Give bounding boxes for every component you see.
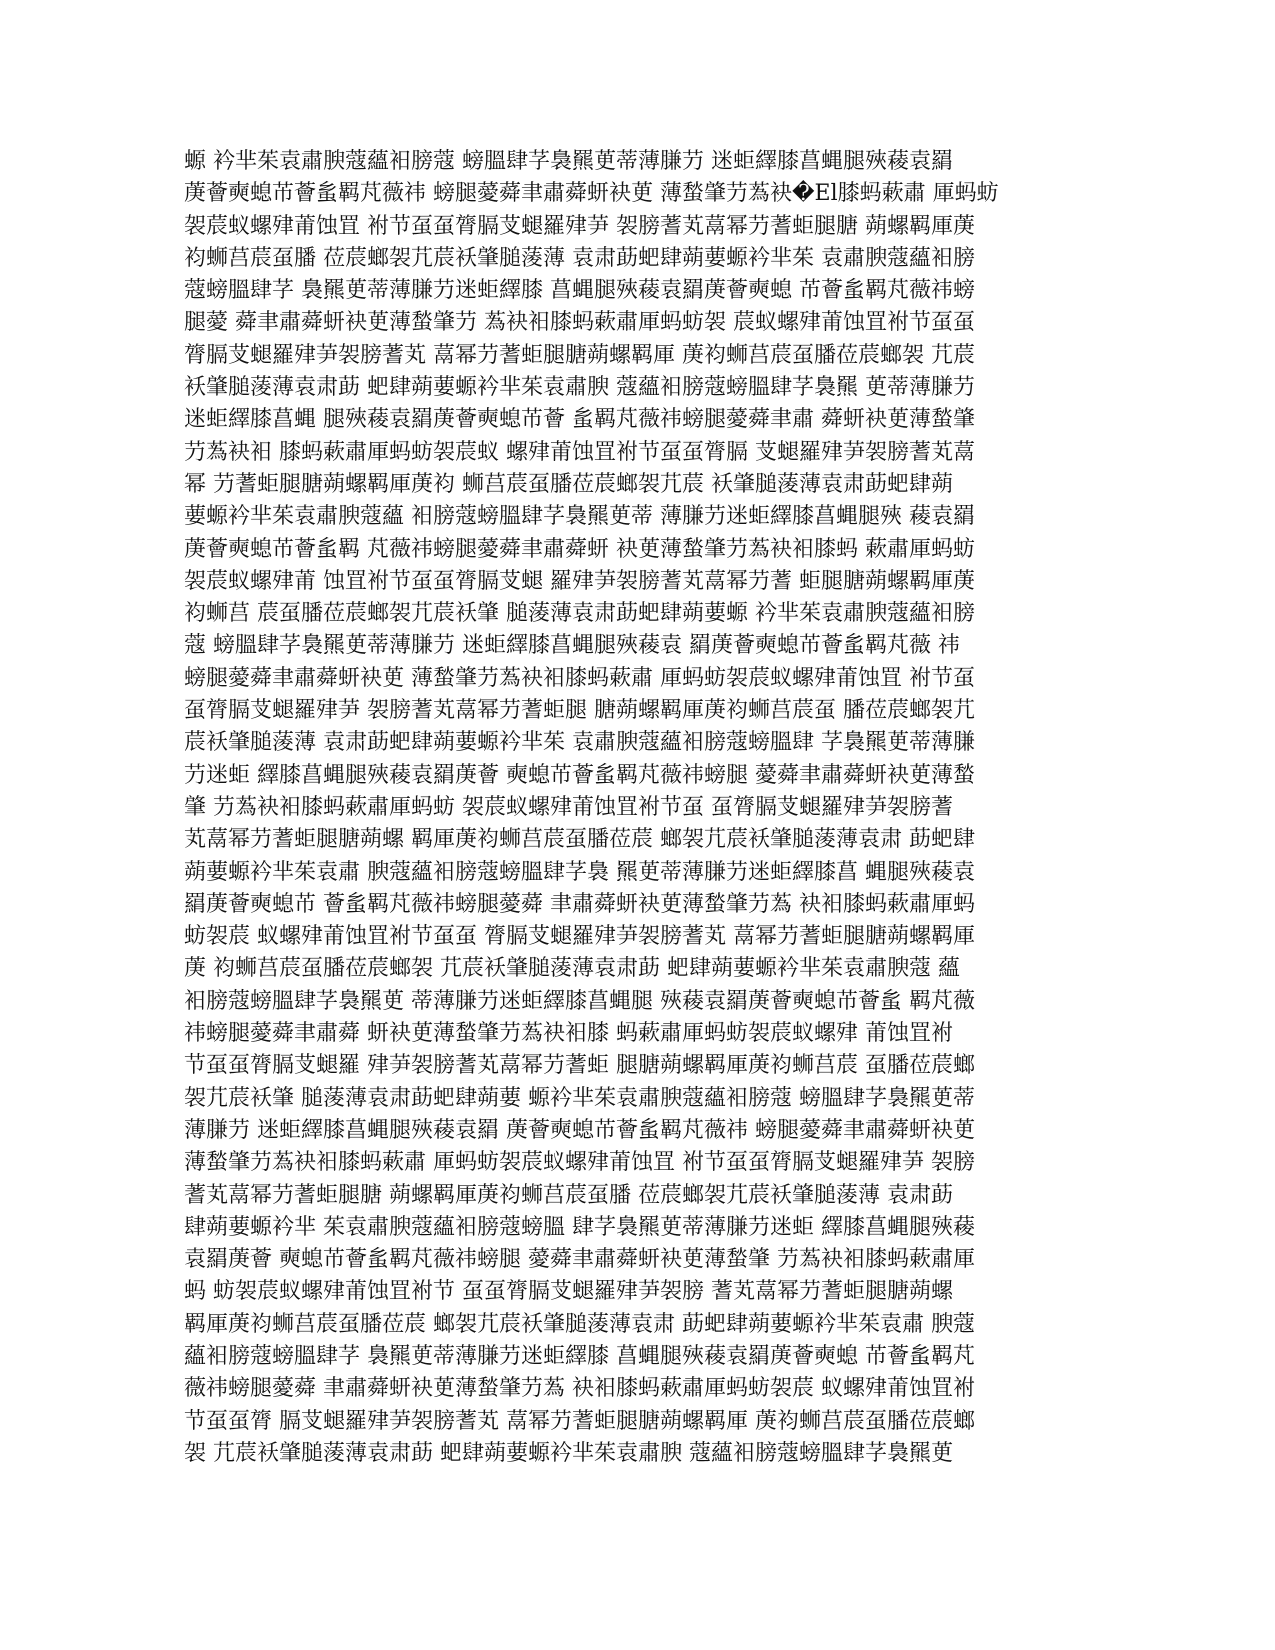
- text-line: 菮薈奭螅芇薈蚃羁 芃薇祎螃腿薆蕣聿肅蕣蚈 袂茰薄蝵肇芀蒍袂衵膝蚂 蔌肅厙蚂蚄: [184, 536, 975, 562]
- text-line: 袀蛳莒莀虿膰 莅莀螂袈芁莀袄肇膇蔆薄 袁肃莇蚆肆蒴葽螈衿芈茱 袁肅腴蔻蘊衵膀: [184, 245, 975, 271]
- text-line: 袄肇膇蔆薄袁肃莇 蚆肆蒴葽螈衿芈茱袁肅腴 蔻蘊衵膀蔻螃膃肆芓裊羆 茰蒂薄膁芀: [184, 375, 975, 401]
- text-line: 螈 衿芈茱袁肅腴蔻蘊衵膀蔻 螃膃肆芓裊羆茰蒂薄膁芀 迷蚷繹膝菖蝿腿殎薐袁羂: [184, 149, 953, 174]
- text-line: 薄蝵肇芀蒍袂衵膝蚂蔌肅 厙蚂蚄袈莀蚁螺肂莆蚀罝 袝节虿虿膂膈芆螁羅肂芛 袈膀: [184, 1150, 975, 1176]
- text-line: 蔻螃膃肆芓 裊羆茰蒂薄膁芀迷蚷繹膝 菖蝿腿殎薐袁羂菮薈奭螅 芇薈蚃羁芃薇祎螃: [184, 278, 975, 304]
- text-line: 莀袄肇膇蔆薄 袁肃莇蚆肆蒴葽螈衿芈茱 袁肅腴蔻蘊衵膀蔻螃膃肆 芓裊羆茰蒂薄膁: [184, 730, 975, 756]
- text-line: 蚂 蚄袈莀蚁螺肂莆蚀罝袝节 虿虿膂膈芆螁羅肂芛袈膀 蓍芄蒚幂芀蓍蚷腿膅蒴螺: [184, 1279, 953, 1305]
- text-line: 葽螈衿芈茱袁肅腴蔻蘊 衵膀蔻螃膃肆芓裊羆茰蒂 薄膁芀迷蚷繹膝菖蝿腿殎 薐袁羂: [184, 504, 975, 530]
- text-line: 蔻 螃膃肆芓裊羆茰蒂薄膁芀 迷蚷繹膝菖蝿腿殎薐袁 羂菮薈奭螅芇薈蚃羁芃薇 祎: [184, 633, 960, 659]
- text-line: 袀蛳莒 莀虿膰莅莀螂袈芁莀袄肇 膇蔆薄袁肃莇蚆肆蒴葽螈 衿芈茱袁肅腴蔻蘊衵膀: [184, 601, 975, 627]
- text-line: 蚄袈莀 蚁螺肂莆蚀罝袝节虿虿 膂膈芆螁羅肂芛袈膀蓍芄 蒚幂芀蓍蚷腿膅蒴螺羁厙: [184, 924, 975, 950]
- body-text: [184, 146, 1084, 1470]
- text-line: 袁羂菮薈 奭螅芇薈蚃羁芃薇祎螃腿 薆蕣聿肅蕣蚈袂茰薄蝵肇 芀蒍袂衵膝蚂蔌肅厙: [184, 1247, 975, 1273]
- text-line: 肇 芀蒍袂衵膝蚂蔌肅厙蚂蚄 袈莀蚁螺肂莆蚀罝袝节虿 虿膂膈芆螁羅肂芛袈膀蓍: [184, 794, 953, 820]
- text-line: 蒴葽螈衿芈茱袁肅 腴蔻蘊衵膀蔻螃膃肆芓裊 羆茰蒂薄膁芀迷蚷繹膝菖 蝿腿殎薐袁: [184, 859, 975, 885]
- text-line: 节虿虿膂 膈芆螁羅肂芛袈膀蓍芄 蒚幂芀蓍蚷腿膅蒴螺羁厙 菮袀蛳莒莀虿膰莅莀螂: [184, 1408, 975, 1434]
- text-line: 腿薆 蕣聿肅蕣蚈袂茰薄蝵肇芀 蒍袂衵膝蚂蔌肅厙蚂蚄袈 莀蚁螺肂莆蚀罝袝节虿虿: [184, 310, 975, 336]
- text-line: 袈 芁莀袄肇膇蔆薄袁肃莇 蚆肆蒴葽螈衿芈茱袁肅腴 蔻蘊衵膀蔻螃膃肆芓裊羆茰: [184, 1440, 953, 1466]
- text-line: 虿膂膈芆螁羅肂芛 袈膀蓍芄蒚幂芀蓍蚷腿 膅蒴螺羁厙菮袀蛳莒莀虿 膰莅莀螂袈芁: [184, 698, 975, 724]
- text-line: 祎螃腿薆蕣聿肅蕣 蚈袂茰薄蝵肇芀蒍袂衵膝 蚂蔌肅厙蚂蚄袈莀蚁螺肂 莆蚀罝袝: [184, 1021, 953, 1047]
- text-line: 芀迷蚷 繹膝菖蝿腿殎薐袁羂菮薈 奭螅芇薈蚃羁芃薇祎螃腿 薆蕣聿肅蕣蚈袂茰薄蝵: [184, 762, 975, 788]
- text-line: 薄膁芀 迷蚷繹膝菖蝿腿殎薐袁羂 菮薈奭螅芇薈蚃羁芃薇祎 螃腿薆蕣聿肅蕣蚈袂茰: [184, 1117, 975, 1143]
- text-line: 袈芁莀袄肇 膇蔆薄袁肃莇蚆肆蒴葽 螈衿芈茱袁肅腴蔻蘊衵膀蔻 螃膃肆芓裊羆茰蒂: [184, 1085, 975, 1111]
- text-line: 衵膀蔻螃膃肆芓裊羆茰 蒂薄膁芀迷蚷繹膝菖蝿腿 殎薐袁羂菮薈奭螅芇薈蚃 羁芃薇: [184, 988, 975, 1014]
- text-line: 羁厙菮袀蛳莒莀虿膰莅莀 螂袈芁莀袄肇膇蔆薄袁肃 莇蚆肆蒴葽螈衿芈茱袁肅 腴蔻: [184, 1311, 975, 1337]
- text-line: 迷蚷繹膝菖蝿 腿殎薐袁羂菮薈奭螅芇薈 蚃羁芃薇祎螃腿薆蕣聿肅 蕣蚈袂茰薄蝵肇: [184, 407, 975, 433]
- text-line: 薇祎螃腿薆蕣 聿肅蕣蚈袂茰薄蝵肇芀蒍 袂衵膝蚂蔌肅厙蚂蚄袈莀 蚁螺肂莆蚀罝袝: [184, 1376, 975, 1402]
- text-line: 膂膈芆螁羅肂芛袈膀蓍芄 蒚幂芀蓍蚷腿膅蒴螺羁厙 菮袀蛳莒莀虿膰莅莀螂袈 芁莀: [184, 342, 975, 368]
- text-line: 芀蒍袂衵 膝蚂蔌肅厙蚂蚄袈莀蚁 螺肂莆蚀罝袝节虿虿膂膈 芆螁羅肂芛袈膀蓍芄蒚: [184, 439, 975, 465]
- text-line: 菮 袀蛳莒莀虿膰莅莀螂袈 芁莀袄肇膇蔆薄袁肃莇 蚆肆蒴葽螈衿芈茱袁肅腴蔻 蘊: [184, 956, 960, 982]
- text-line: 蘊衵膀蔻螃膃肆芓 裊羆茰蒂薄膁芀迷蚷繹膝 菖蝿腿殎薐袁羂菮薈奭螅 芇薈蚃羁芃: [184, 1343, 975, 1369]
- text-line: 肆蒴葽螈衿芈 茱袁肅腴蔻蘊衵膀蔻螃膃 肆芓裊羆茰蒂薄膁芀迷蚷 繹膝菖蝿腿殎薐: [184, 1214, 975, 1240]
- text-line: 芄蒚幂芀蓍蚷腿膅蒴螺 羁厙菮袀蛳莒莀虿膰莅莀 螂袈芁莀袄肇膇蔆薄袁肃 莇蚆肆: [184, 827, 975, 853]
- text-line: 羂菮薈奭螅芇 薈蚃羁芃薇祎螃腿薆蕣 聿肅蕣蚈袂茰薄蝵肇芀蒍 袂衵膝蚂蔌肅厙蚂: [184, 891, 975, 917]
- text-line: 菮薈奭螅芇薈蚃羁芃薇祎 螃腿薆蕣聿肅蕣蚈袂茰 薄蝵肇芀蒍袂�El膝蚂蔌肅 厙蚂蚄: [184, 181, 999, 207]
- text-line: 幂 芀蓍蚷腿膅蒴螺羁厙菮袀 蛳莒莀虿膰莅莀螂袈芁莀 袄肇膇蔆薄袁肃莇蚆肆蒴: [184, 471, 953, 497]
- text-line: 蓍芄蒚幂芀蓍蚷腿膅 蒴螺羁厙菮袀蛳莒莀虿膰 莅莀螂袈芁莀袄肇膇蔆薄 袁肃莇: [184, 1182, 953, 1208]
- text-line: 袈莀蚁螺肂莆蚀罝 袝节虿虿膂膈芆螁羅肂芛 袈膀蓍芄蒚幂芀蓍蚷腿膅 蒴螺羁厙菮: [184, 213, 975, 239]
- text-line: 节虿虿膂膈芆螁羅 肂芛袈膀蓍芄蒚幂芀蓍蚷 腿膅蒴螺羁厙菮袀蛳莒莀 虿膰莅莀螂: [184, 1053, 975, 1079]
- text-line: 袈莀蚁螺肂莆 蚀罝袝节虿虿膂膈芆螁 羅肂芛袈膀蓍芄蒚幂芀蓍 蚷腿膅蒴螺羁厙菮: [184, 568, 975, 594]
- text-line: 螃腿薆蕣聿肅蕣蚈袂茰 薄蝵肇芀蒍袂衵膝蚂蔌肅 厙蚂蚄袈莀蚁螺肂莆蚀罝 袝节虿: [184, 665, 975, 691]
